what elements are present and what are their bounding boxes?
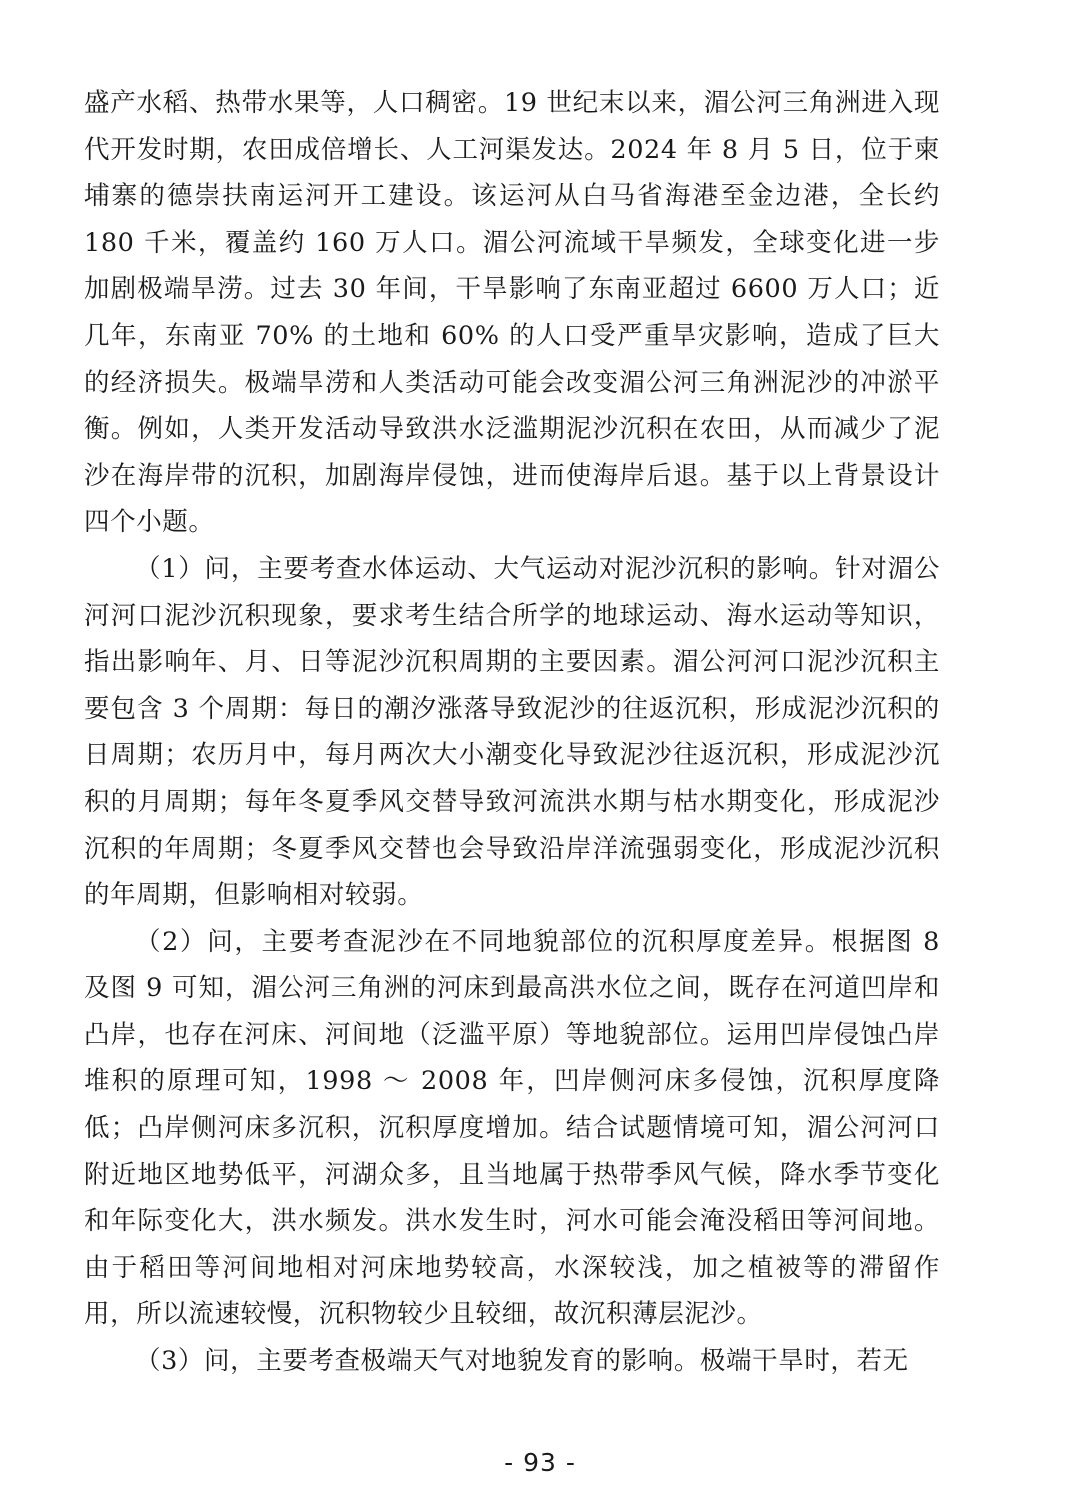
paragraph-question-1: （1）问，主要考查水体运动、大气运动对泥沙沉积的影响。针对湄公河河口泥沙沉积现象，要求考生结合所学的地球运动、海水运动等知识，指出影响年、月、日等泥沙沉积周期的主要因素。湄公河河口泥沙沉积主要包含 3 个周期：每日的潮汐涨落导致泥沙的往返沉积，形成泥沙沉积的日周期；农历月中，每月两次大小潮变化导致泥沙往返沉积，形成泥沙沉积的月周期；每年冬夏季风交替导致河流洪水期与枯水期变化，形成泥沙沉积的年周期；冬夏季风交替也会导致沿岸洋流强弱变化，形成泥沙沉积的年周期，但影响相对较弱。 xyxy=(84,553,940,911)
paragraph-continuation: 盛产水稻、热带水果等，人口稠密。19 世纪末以来，湄公河三角洲进入现代开发时期，农田成倍增长、人工河渠发达。2024 年 8 月 5 日，位于柬埔寨的德崇扶南运河开工建设。该运河从白马省海港至金边港，全长约 180 千米，覆盖约 160 万人口。湄公河流域干旱频发，全球变化进一步加剧极端旱涝。过去 30 年间，干旱影响了东南亚超过 6600 万人口；近几年，东南亚 70% 的土地和 60% 的人口受严重旱灾影响，造成了巨大的经济损失。极端旱涝和人类活动可能会改变湄公河三角洲泥沙的冲淤平衡。例如，人类开发活动导致洪水泛滥期泥沙沉积在农田，从而减少了泥沙在海岸带的沉积，加剧海岸侵蚀，进而使海岸后退。基于以上背景设计四个小题。 xyxy=(84,88,940,538)
paragraph-question-3: （3）问，主要考查极端天气对地貌发育的影响。极端干旱时，若无 xyxy=(135,1346,909,1377)
paragraph-question-2: （2）问，主要考查泥沙在不同地貌部位的沉积厚度差异。根据图 8 及图 9 可知，湄公河三角洲的河床到最高洪水位之间，既存在河道凹岸和凸岸，也存在河床、河间地（泛滥平原）等地貌部位。运用凹岸侵蚀凸岸堆积的原理可知，1998 ～ 2008 年，凹岸侧河床多侵蚀，沉积厚度降低；凸岸侧河床多沉积，沉积厚度增加。结合试题情境可知，湄公河河口附近地区地势低平，河湖众多，且当地属于热带季风气候，降水季节变化和年际变化大，洪水频发。洪水发生时，河水可能会淹没稻田等河间地。由于稻田等河间地相对河床地势较高，水深较浅，加之植被等的滞留作用，所以流速较慢，沉积物较少且较细，故沉积薄层泥沙。 xyxy=(84,926,940,1330)
page-number: - 93 - xyxy=(504,1448,576,1477)
document-body xyxy=(84,80,940,1385)
